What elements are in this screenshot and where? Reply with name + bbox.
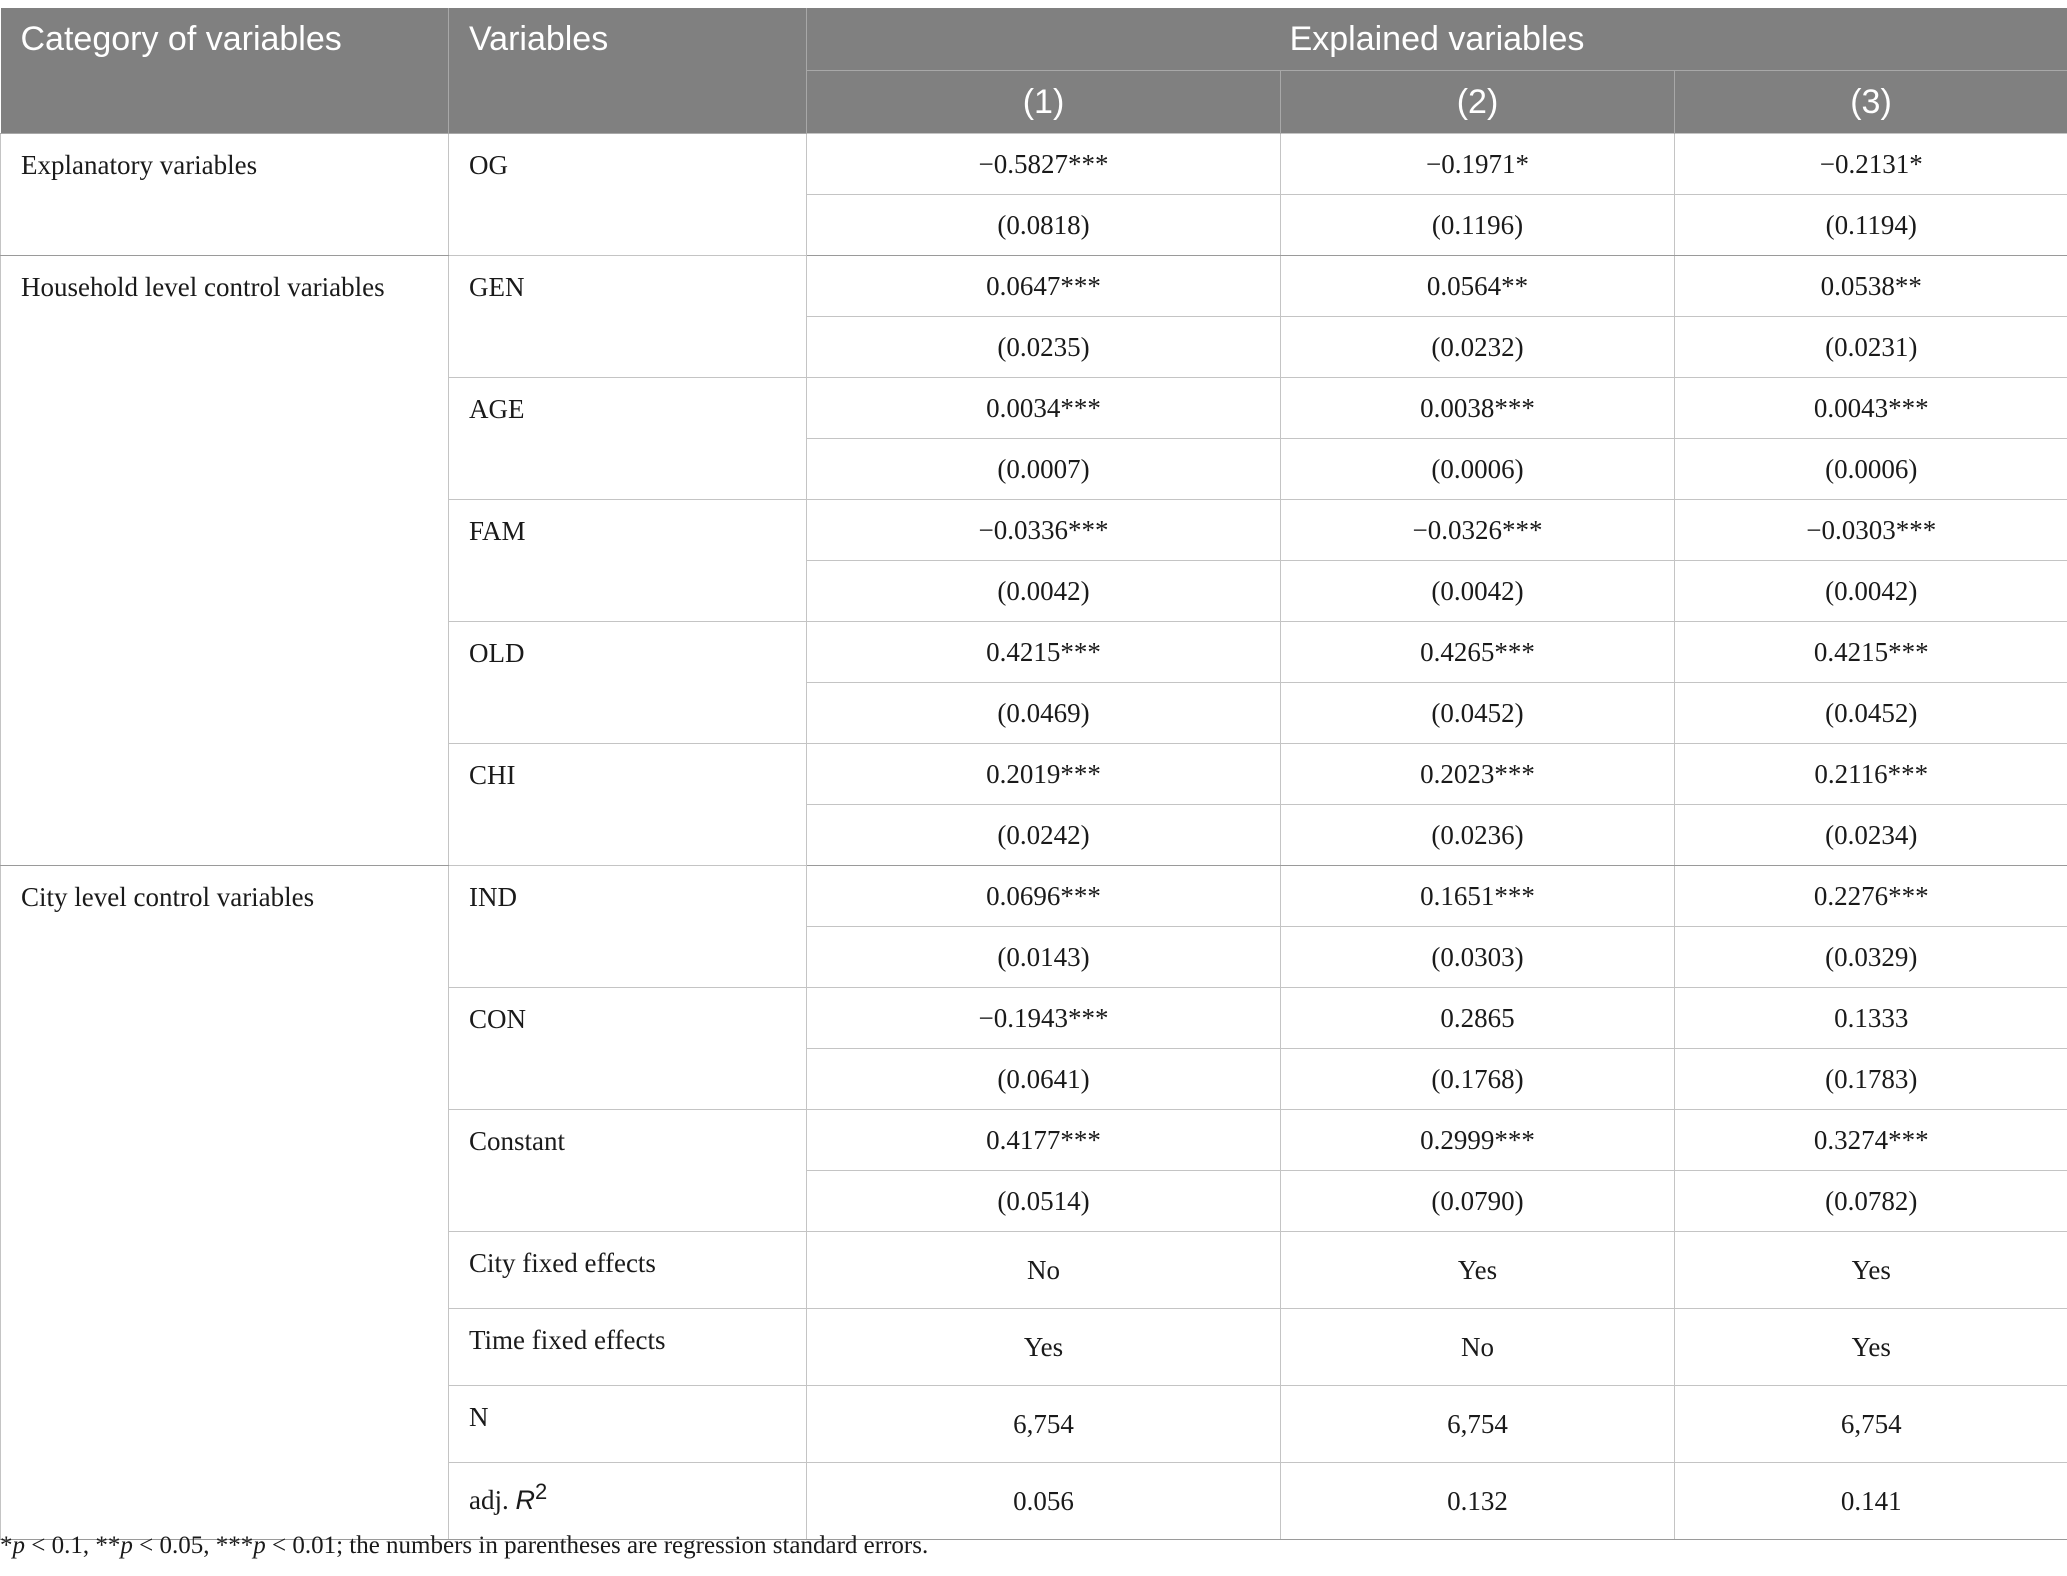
se-cell: (0.0641) (807, 1049, 1281, 1110)
se-cell: (0.0042) (1281, 561, 1675, 622)
category-city: City level control variables (1, 866, 449, 1540)
header-category: Category of variables (1, 8, 449, 134)
se-cell: (0.1768) (1281, 1049, 1675, 1110)
variable-og: OG (449, 134, 807, 256)
se-cell: (0.0782) (1675, 1171, 2067, 1232)
coef-cell: 0.0038*** (1281, 378, 1675, 439)
footnote-part1: < 0.1, ** (25, 1532, 121, 1559)
footnote-part2: < 0.05, *** (132, 1532, 254, 1559)
se-cell: (0.0143) (807, 927, 1281, 988)
adj-r2-prefix: adj. (469, 1485, 509, 1515)
regression-table (0, 8, 2067, 1540)
coef-cell: 0.0538** (1675, 256, 2067, 317)
coef-cell: −0.0303*** (1675, 500, 2067, 561)
category-explanatory: Explanatory variables (1, 134, 449, 256)
value-cell: No (807, 1232, 1281, 1309)
value-cell: 0.141 (1675, 1463, 2067, 1540)
se-cell: (0.1196) (1281, 195, 1675, 256)
variable-gen: GEN (449, 256, 807, 378)
category-household: Household level control variables (1, 256, 449, 866)
se-cell: (0.1194) (1675, 195, 2067, 256)
table-row-ind-coef (1, 866, 2067, 927)
coef-cell: 0.2276*** (1675, 866, 2067, 927)
coef-cell: −0.5827*** (807, 134, 1281, 195)
value-cell: Yes (1675, 1309, 2067, 1386)
table-row-gen-coef (1, 256, 2067, 317)
se-cell: (0.0329) (1675, 927, 2067, 988)
coef-cell: 0.0043*** (1675, 378, 2067, 439)
se-cell: (0.0452) (1675, 683, 2067, 744)
coef-cell: 0.0696*** (807, 866, 1281, 927)
se-cell: (0.0232) (1281, 317, 1675, 378)
coef-cell: 0.4215*** (807, 622, 1281, 683)
coef-cell: 0.1651*** (1281, 866, 1675, 927)
header-model-1: (1) (807, 71, 1281, 134)
se-cell: (0.0231) (1675, 317, 2067, 378)
coef-cell: 0.2019*** (807, 744, 1281, 805)
footnote-part3: < 0.01; the numbers in parentheses are regression standard errors. (265, 1532, 929, 1559)
adj-r2-superscript: 2 (535, 1479, 548, 1504)
header-explained-variables: Explained variables (807, 8, 2067, 71)
se-cell: (0.0006) (1281, 439, 1675, 500)
se-cell: (0.0242) (807, 805, 1281, 866)
variable-ind: IND (449, 866, 807, 988)
footnote-p: p (12, 1532, 25, 1559)
table-footnote (0, 1532, 928, 1560)
variable-n: N (449, 1386, 807, 1463)
coef-cell: 0.2116*** (1675, 744, 2067, 805)
se-cell: (0.0303) (1281, 927, 1675, 988)
variable-time-fe: Time fixed effects (449, 1309, 807, 1386)
coef-cell: −0.0336*** (807, 500, 1281, 561)
se-cell: (0.0514) (807, 1171, 1281, 1232)
coef-cell: 0.0034*** (807, 378, 1281, 439)
header-model-3: (3) (1675, 71, 2067, 134)
value-cell: Yes (1281, 1232, 1675, 1309)
coef-cell: −0.1971* (1281, 134, 1675, 195)
se-cell: (0.0818) (807, 195, 1281, 256)
value-cell: Yes (807, 1309, 1281, 1386)
se-cell: (0.0469) (807, 683, 1281, 744)
se-cell: (0.0235) (807, 317, 1281, 378)
se-cell: (0.0234) (1675, 805, 2067, 866)
header-variables: Variables (449, 8, 807, 134)
coef-cell: 0.4215*** (1675, 622, 2067, 683)
se-cell: (0.1783) (1675, 1049, 2067, 1110)
se-cell: (0.0452) (1281, 683, 1675, 744)
variable-old: OLD (449, 622, 807, 744)
se-cell: (0.0007) (807, 439, 1281, 500)
coef-cell: −0.1943*** (807, 988, 1281, 1049)
footnote-p: p (253, 1532, 266, 1559)
se-cell: (0.0042) (807, 561, 1281, 622)
coef-cell: −0.2131* (1675, 134, 2067, 195)
value-cell: Yes (1675, 1232, 2067, 1309)
variable-constant: Constant (449, 1110, 807, 1232)
variable-adj-r2 (449, 1463, 807, 1540)
variable-fam: FAM (449, 500, 807, 622)
variable-con: CON (449, 988, 807, 1110)
coef-cell: 0.0564** (1281, 256, 1675, 317)
value-cell: 6,754 (1281, 1386, 1675, 1463)
header-row-1 (1, 8, 2067, 71)
regression-table-container (0, 8, 2067, 1540)
coef-cell: 0.2999*** (1281, 1110, 1675, 1171)
se-cell: (0.0042) (1675, 561, 2067, 622)
footnote-p: p (120, 1532, 133, 1559)
variable-chi: CHI (449, 744, 807, 866)
value-cell: 6,754 (807, 1386, 1281, 1463)
coef-cell: 0.2865 (1281, 988, 1675, 1049)
value-cell: No (1281, 1309, 1675, 1386)
coef-cell: 0.4177*** (807, 1110, 1281, 1171)
se-cell: (0.0790) (1281, 1171, 1675, 1232)
variable-age: AGE (449, 378, 807, 500)
header-model-2: (2) (1281, 71, 1675, 134)
se-cell: (0.0006) (1675, 439, 2067, 500)
value-cell: 0.056 (807, 1463, 1281, 1540)
coef-cell: 0.0647*** (807, 256, 1281, 317)
variable-city-fe: City fixed effects (449, 1232, 807, 1309)
table-row-og-coef (1, 134, 2067, 195)
value-cell: 6,754 (1675, 1386, 2067, 1463)
coef-cell: 0.2023*** (1281, 744, 1675, 805)
footnote-star: * (0, 1532, 13, 1559)
coef-cell: 0.3274*** (1675, 1110, 2067, 1171)
coef-cell: 0.4265*** (1281, 622, 1675, 683)
coef-cell: 0.1333 (1675, 988, 2067, 1049)
coef-cell: −0.0326*** (1281, 500, 1675, 561)
adj-r2-symbol: R (515, 1485, 535, 1515)
value-cell: 0.132 (1281, 1463, 1675, 1540)
se-cell: (0.0236) (1281, 805, 1675, 866)
